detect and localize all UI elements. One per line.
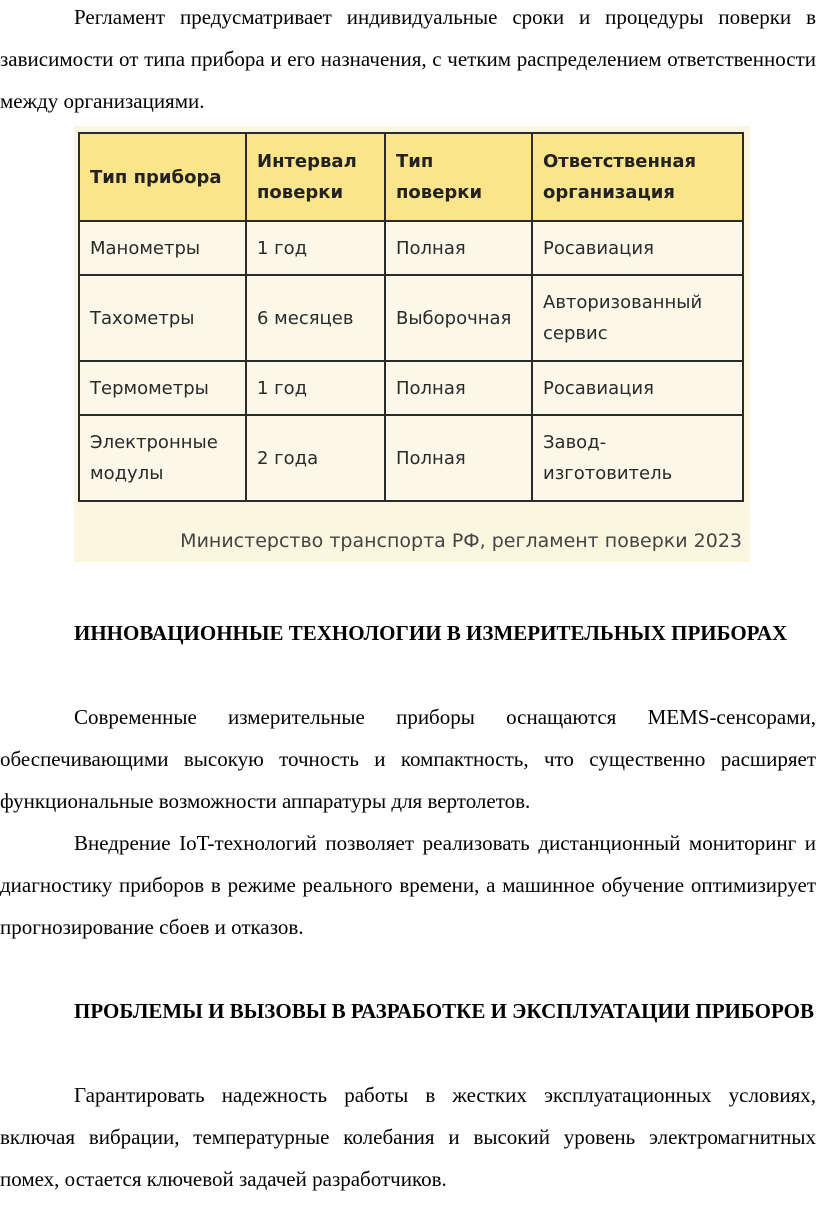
table-row (79, 415, 743, 501)
section-heading-problems: ПРОБЛЕМЫ И ВЫЗОВЫ В РАЗРАБОТКЕ И ЭКСПЛУАТАЦИИ ПРИБОРОВ (74, 999, 814, 1023)
verification-table-figure (74, 126, 750, 562)
table-row (79, 361, 743, 415)
table-header-row (79, 133, 743, 221)
table-cell: 6 месяцев (246, 275, 385, 361)
table-cell: Полная (385, 415, 532, 501)
table-cell: 1 год (246, 221, 385, 275)
header-verification-type: Тип поверки (385, 133, 532, 221)
table-cell: 2 года (246, 415, 385, 501)
section-heading-innovations: ИННОВАЦИОННЫЕ ТЕХНОЛОГИИ В ИЗМЕРИТЕЛЬНЫХ ПРИБОРАХ (74, 621, 788, 645)
problems-paragraph-1: Гарантировать надежность работы в жестких эксплуатационных условиях, включая вибрации, температурные колебания и высокий уровень электромагнитных помех, остается ключевой задачей разработчиков. (0, 1083, 816, 1191)
header-responsible-org: Ответственная организация (532, 133, 743, 221)
table-cell: Термометры (79, 361, 246, 415)
innovations-paragraph-2: Внедрение IoT-технологий позволяет реализовать дистанционный мониторинг и диагностику приборов в режиме реального времени, а машинное обучение оптимизирует прогнозирование сбоев и отказов. (0, 831, 816, 939)
verification-table (78, 132, 744, 502)
table-row (79, 221, 743, 275)
table-cell: Выборочная (385, 275, 532, 361)
table-cell: Авторизованный сервис (532, 275, 743, 361)
table-cell: Полная (385, 221, 532, 275)
header-device-type: Тип прибора (79, 133, 246, 221)
table-cell: Полная (385, 361, 532, 415)
innovations-paragraph-1: Современные измерительные приборы оснащаются MEMS-сенсорами, обеспечивающими высокую точность и компактность, что существенно расширяет функциональные возможности аппаратуры для вертолетов. (0, 705, 816, 813)
intro-paragraph: Регламент предусматривает индивидуальные сроки и процедуры поверки в зависимости от типа прибора и его назначения, с четким распределением ответственности между организациями. (0, 5, 816, 113)
table-caption: Министерство транспорта РФ, регламент поверки 2023 (180, 530, 742, 552)
table-cell: 1 год (246, 361, 385, 415)
table-cell: Росавиация (532, 361, 743, 415)
table-cell: Электронные модулы (79, 415, 246, 501)
table-cell: Завод-изготовитель (532, 415, 743, 501)
table-cell: Тахометры (79, 275, 246, 361)
header-interval: Интервал поверки (246, 133, 385, 221)
table-cell: Росавиация (532, 221, 743, 275)
table-row (79, 275, 743, 361)
table-cell: Манометры (79, 221, 246, 275)
